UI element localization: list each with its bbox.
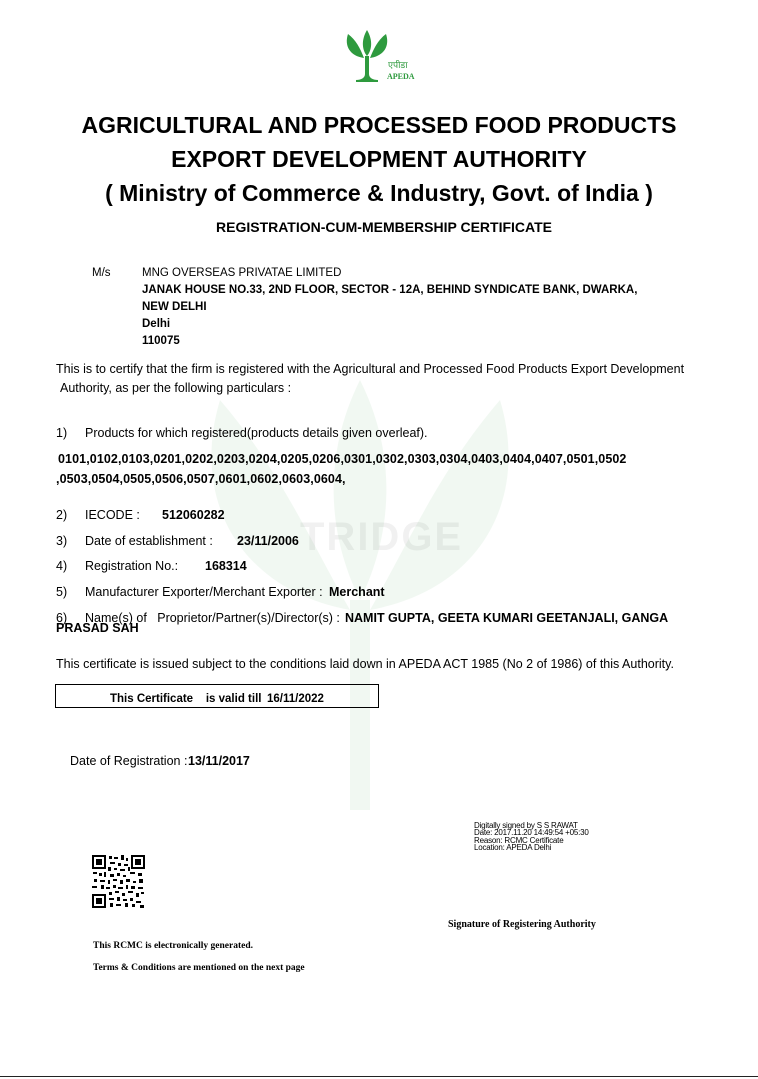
company-name: MNG OVERSEAS PRIVATAE LIMITED (142, 267, 342, 279)
footer-note-terms: Terms & Conditions are mentioned on the next page (93, 963, 305, 973)
logo-english-caption: APEDA (387, 72, 415, 81)
address-city: Delhi (142, 318, 171, 330)
item-5-number: 5) (56, 585, 68, 599)
intro-line-2: Authority, as per the following particulars : (60, 381, 292, 395)
title-line-1: AGRICULTURAL AND PROCESSED FOOD PRODUCTS (81, 112, 677, 138)
item-1-label: Products for which registered(products details given overleaf). (85, 426, 428, 440)
item-3-number: 3) (56, 534, 68, 548)
signature-caption: Signature of Registering Authority (448, 919, 596, 930)
item-4-number: 4) (56, 559, 68, 573)
product-codes-line-1: 0101,0102,0103,0201,0202,0203,0204,0205,0206,0301,0302,0303,0304,0403,0404,0407,0501,0502 (58, 452, 627, 466)
bottom-rule (0, 1076, 758, 1077)
title-line-3: ( Ministry of Commerce & Industry, Govt. of India ) (105, 180, 653, 206)
addressee-prefix: M/s (92, 267, 111, 279)
iecode-value: 512060282 (162, 508, 225, 522)
watermark-text: TRIDGE (300, 515, 464, 559)
intro-line-1: This is to certify that the firm is registered with the Agricultural and Processed Food Products Export Development (56, 362, 685, 376)
exporter-type-label: Manufacturer Exporter/Merchant Exporter : (85, 585, 323, 599)
product-codes-line-2: ,0503,0504,0505,0506,0507,0601,0602,0603,0604, (56, 472, 346, 486)
qr-code (92, 855, 145, 908)
item-2-number: 2) (56, 508, 68, 522)
validity-date: 16/11/2022 (267, 693, 324, 705)
registration-date-label: Date of Registration : (70, 754, 188, 768)
title-line-2: EXPORT DEVELOPMENT AUTHORITY (171, 146, 587, 172)
item-1-number: 1) (56, 426, 68, 440)
exporter-type-value: Merchant (329, 585, 385, 599)
validity-label: This Certificate is valid till (110, 693, 262, 705)
address-line-1: JANAK HOUSE NO.33, 2ND FLOOR, SECTOR - 12A, BEHIND SYNDICATE BANK, DWARKA, (142, 284, 638, 296)
logo-hindi-caption: एपीडा (388, 61, 408, 71)
registration-date-value: 13/11/2017 (188, 754, 250, 768)
establishment-value: 23/11/2006 (237, 534, 299, 548)
digital-signature-line-1: Digitally signed by S S RAWAT (474, 821, 578, 830)
digital-signature-line-2: Date: 2017.11.20 14:49:54 +05:30 (474, 828, 589, 837)
apeda-logo (342, 30, 416, 82)
establishment-label: Date of establishment : (85, 534, 213, 548)
registration-no-label: Registration No.: (85, 559, 179, 573)
item-6-number: 6) (56, 611, 68, 625)
digital-signature-line-3: Reason: RCMC Certificate (474, 836, 564, 845)
registration-no-value: 168314 (205, 559, 247, 573)
address-line-2: NEW DELHI (142, 301, 207, 313)
directors-label: Name(s) of Proprietor/Partner(s)/Director(s) : (85, 611, 340, 625)
address-pin: 110075 (142, 335, 180, 347)
iecode-label: IECODE : (85, 508, 140, 522)
directors-value-line-2: PRASAD SAH (56, 621, 139, 635)
footer-note-electronic: This RCMC is electronically generated. (93, 941, 253, 951)
digital-signature-line-4: Location: APEDA Delhi (474, 843, 552, 852)
directors-value-line-1: NAMIT GUPTA, GEETA KUMARI GEETANJALI, GANGA (345, 611, 669, 625)
certificate-title: REGISTRATION-CUM-MEMBERSHIP CERTIFICATE (216, 219, 552, 235)
conditions-text: This certificate is issued subject to the conditions laid down in APEDA ACT 1985 (No 2 of 1986) of this Authority. (56, 657, 674, 671)
